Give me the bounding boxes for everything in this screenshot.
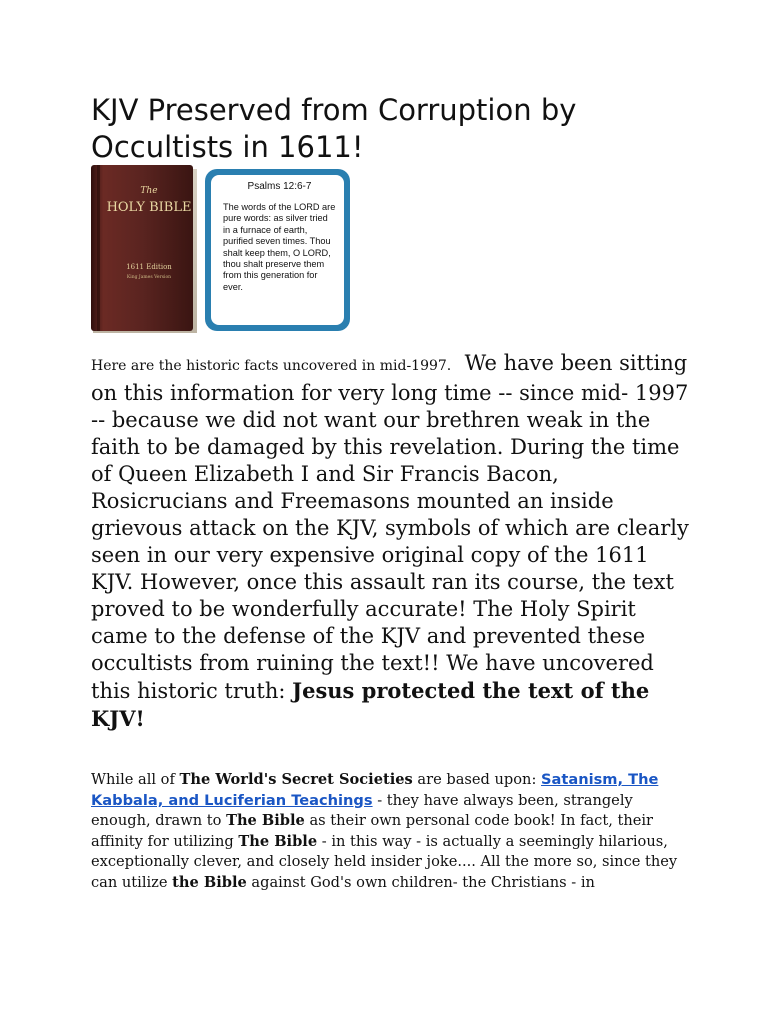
text-run: While all of (91, 771, 180, 788)
text-run: against God's own children- the Christians - in (246, 873, 595, 891)
verse-reference: Psalms 12:6-7 (247, 181, 312, 192)
book-cover-edition: 1611 Edition (126, 263, 172, 271)
intro-lead: Here are the historic facts uncovered in mid-1997. (91, 358, 452, 374)
text-run: - in this way - is actually a seemingly hilarious, exceptionally clever, and closely held insider joke.... All the more so, since they can utilize (91, 832, 678, 891)
psalms-verse-card (205, 169, 350, 331)
text-run: as their own personal code book! In fact, their affinity for utilizing (91, 812, 654, 850)
text-run: are based upon: (412, 771, 542, 788)
verse-card-inner (211, 175, 344, 325)
verse-text: The words of the LORD are pure words: as silver tried in a furnace of earth, purified seven times. Thou shalt keep them, O LORD, thou shalt preserve them from this generation for ever. (223, 202, 336, 292)
bold-secret-societies: The World's Secret Societies (179, 771, 413, 788)
book-cover-title: HOLY BIBLE (106, 200, 192, 215)
page-title: KJV Preserved from Corruption by Occultists in 1611! (91, 93, 577, 164)
bold-the-bible: the Bible (172, 873, 247, 891)
secret-societies-paragraph (91, 770, 691, 893)
text-run: - they have always been, strangely enough, drawn to (91, 791, 633, 829)
intro-emphasis: Jesus protected the text of the KJV! (91, 678, 650, 731)
bold-the-bible: The Bible (226, 812, 305, 829)
article-image (91, 165, 351, 335)
book-cover-the: The (140, 186, 158, 196)
intro-text: We have been sitting on this information for very long time -- since mid- 1997 -- because we did not want our brethren weak in the faith to be damaged by this revelation. During the time of Queen Elizabeth I and Sir Francis Bacon, Rosicrucians and Freemasons mounted an inside grievous attack on the KJV, symbols of which are clearly seen in our very expensive original copy of the 1611 KJV. However, once this assault ran its course, the text proved to be wonderfully accurate! The Holy Spirit came to the defense of the KJV and prevented these occultists from ruining the text!! We have uncovered this historic truth: (91, 351, 689, 703)
book-cover-version: King James Version (126, 275, 172, 280)
satanism-kabbala-link[interactable]: Satanism, The Kabbala, and Luciferian Teachings (91, 771, 659, 809)
intro-paragraph (91, 350, 691, 733)
holy-bible-book-image (91, 165, 199, 335)
bold-the-bible: The Bible (238, 832, 318, 850)
